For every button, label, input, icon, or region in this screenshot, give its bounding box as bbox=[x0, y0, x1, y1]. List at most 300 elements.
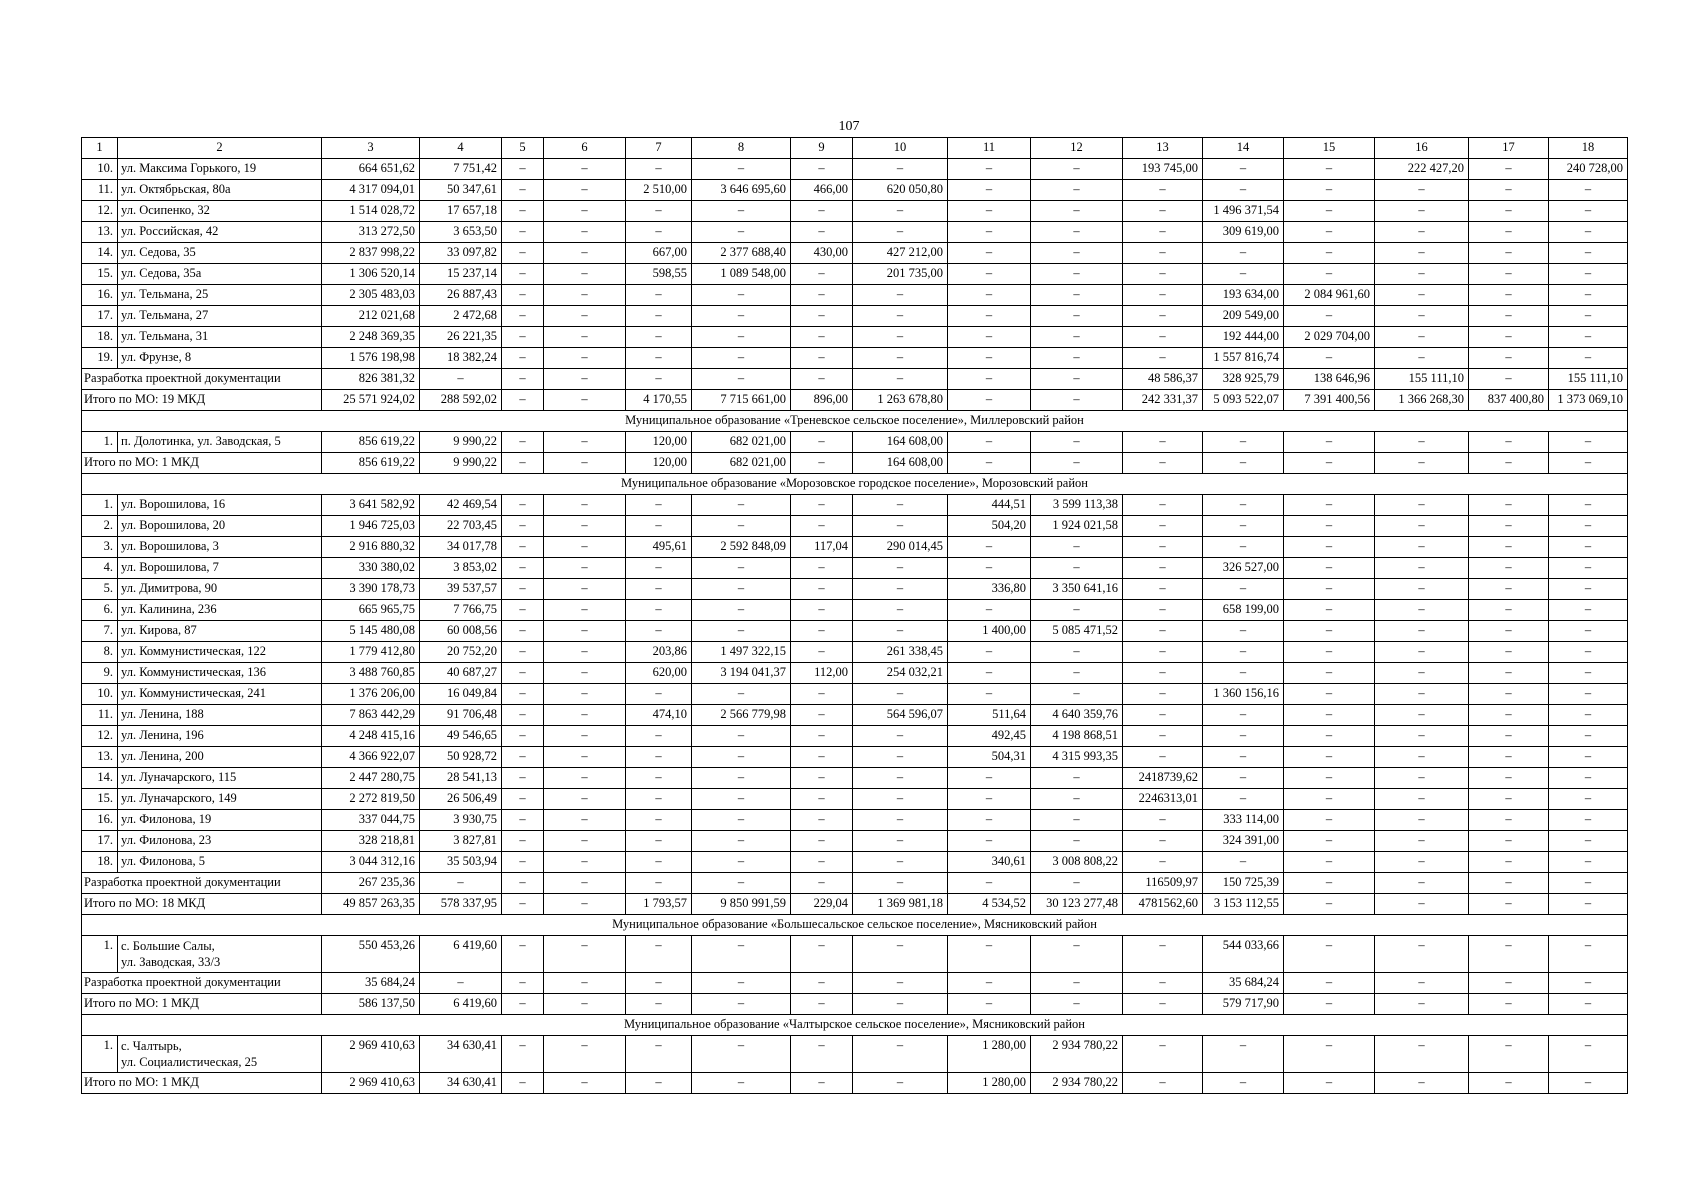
column-number-cell: 17 bbox=[1469, 138, 1549, 159]
value-cell: – bbox=[853, 285, 948, 306]
value-cell: 3 641 582,92 bbox=[322, 495, 420, 516]
value-cell: 495,61 bbox=[626, 537, 692, 558]
value-cell: – bbox=[1375, 994, 1469, 1015]
column-number-cell: 5 bbox=[502, 138, 544, 159]
value-cell: – bbox=[420, 873, 502, 894]
value-cell: – bbox=[692, 369, 791, 390]
value-cell: – bbox=[948, 264, 1031, 285]
value-cell: – bbox=[1123, 705, 1203, 726]
value-cell: 430,00 bbox=[791, 243, 853, 264]
value-cell: – bbox=[1123, 201, 1203, 222]
value-cell: – bbox=[1123, 306, 1203, 327]
value-cell: – bbox=[791, 973, 853, 994]
value-cell: 203,86 bbox=[626, 642, 692, 663]
value-cell: – bbox=[502, 243, 544, 264]
value-cell: 2 029 704,00 bbox=[1284, 327, 1375, 348]
address-cell: с. Чалтырь, ул. Социалистическая, 25 bbox=[118, 1036, 322, 1073]
value-cell: – bbox=[1284, 973, 1375, 994]
table-row bbox=[82, 159, 1628, 180]
value-cell: – bbox=[1203, 789, 1284, 810]
value-cell: – bbox=[791, 873, 853, 894]
value-cell: – bbox=[1469, 495, 1549, 516]
value-cell: – bbox=[1123, 558, 1203, 579]
value-cell: 5 085 471,52 bbox=[1031, 621, 1123, 642]
value-cell: – bbox=[1469, 789, 1549, 810]
value-cell: 1 263 678,80 bbox=[853, 390, 948, 411]
value-cell: – bbox=[502, 894, 544, 915]
value-cell: 26 506,49 bbox=[420, 789, 502, 810]
value-cell: – bbox=[1549, 600, 1628, 621]
value-cell: – bbox=[544, 994, 626, 1015]
value-cell: – bbox=[791, 159, 853, 180]
value-cell: 34 017,78 bbox=[420, 537, 502, 558]
value-cell: – bbox=[544, 789, 626, 810]
value-cell: 50 347,61 bbox=[420, 180, 502, 201]
value-cell: – bbox=[1549, 873, 1628, 894]
value-cell: – bbox=[692, 726, 791, 747]
value-cell: 1 496 371,54 bbox=[1203, 201, 1284, 222]
value-cell: – bbox=[1469, 1036, 1549, 1073]
value-cell: 550 453,26 bbox=[322, 936, 420, 973]
value-cell: – bbox=[1469, 705, 1549, 726]
value-cell: – bbox=[502, 1073, 544, 1094]
value-cell: 333 114,00 bbox=[1203, 810, 1284, 831]
value-cell: – bbox=[853, 810, 948, 831]
value-cell: – bbox=[1031, 159, 1123, 180]
value-cell: – bbox=[948, 369, 1031, 390]
value-cell: – bbox=[1549, 789, 1628, 810]
value-cell: – bbox=[1031, 768, 1123, 789]
value-cell: – bbox=[626, 684, 692, 705]
row-number: 14. bbox=[82, 243, 118, 264]
summary-label: Разработка проектной документации bbox=[82, 973, 322, 994]
value-cell: – bbox=[1375, 894, 1469, 915]
value-cell: – bbox=[1284, 726, 1375, 747]
summary-label: Итого по МО: 1 МКД bbox=[82, 453, 322, 474]
address-cell: ул. Калинина, 236 bbox=[118, 600, 322, 621]
value-cell: – bbox=[1469, 537, 1549, 558]
value-cell: 7 766,75 bbox=[420, 600, 502, 621]
value-cell: 474,10 bbox=[626, 705, 692, 726]
value-cell: – bbox=[1284, 936, 1375, 973]
value-cell: – bbox=[692, 852, 791, 873]
value-cell: – bbox=[1549, 973, 1628, 994]
value-cell: 164 608,00 bbox=[853, 432, 948, 453]
value-cell: – bbox=[1375, 537, 1469, 558]
table-row bbox=[82, 222, 1628, 243]
value-cell: – bbox=[853, 1036, 948, 1073]
value-cell: – bbox=[544, 453, 626, 474]
value-cell: – bbox=[1123, 1073, 1203, 1094]
value-cell: – bbox=[791, 684, 853, 705]
address-cell: ул. Седова, 35 bbox=[118, 243, 322, 264]
value-cell: – bbox=[692, 306, 791, 327]
value-cell: 504,31 bbox=[948, 747, 1031, 768]
value-cell: – bbox=[1469, 642, 1549, 663]
value-cell: – bbox=[544, 495, 626, 516]
row-number: 12. bbox=[82, 201, 118, 222]
value-cell: 2 837 998,22 bbox=[322, 243, 420, 264]
value-cell: – bbox=[1375, 873, 1469, 894]
row-number: 10. bbox=[82, 159, 118, 180]
value-cell: – bbox=[1549, 264, 1628, 285]
value-cell: – bbox=[853, 873, 948, 894]
value-cell: 1 373 069,10 bbox=[1549, 390, 1628, 411]
value-cell: – bbox=[626, 873, 692, 894]
value-cell: – bbox=[791, 516, 853, 537]
table-row bbox=[82, 663, 1628, 684]
column-number-cell: 6 bbox=[544, 138, 626, 159]
row-number: 9. bbox=[82, 663, 118, 684]
section-title: Муниципальное образование «Чалтырское сельское поселение», Мясниковский район bbox=[82, 1015, 1628, 1036]
value-cell: – bbox=[692, 973, 791, 994]
value-cell: – bbox=[1469, 180, 1549, 201]
row-number: 11. bbox=[82, 180, 118, 201]
address-cell: ул. Тельмана, 25 bbox=[118, 285, 322, 306]
value-cell: – bbox=[692, 621, 791, 642]
value-cell: – bbox=[1549, 348, 1628, 369]
value-cell: 1 306 520,14 bbox=[322, 264, 420, 285]
value-cell: 1 366 268,30 bbox=[1375, 390, 1469, 411]
value-cell: – bbox=[502, 768, 544, 789]
value-cell: – bbox=[948, 390, 1031, 411]
value-cell: – bbox=[948, 180, 1031, 201]
value-cell: – bbox=[1375, 495, 1469, 516]
value-cell: – bbox=[502, 495, 544, 516]
value-cell: – bbox=[1123, 621, 1203, 642]
value-cell: – bbox=[791, 495, 853, 516]
value-cell: 201 735,00 bbox=[853, 264, 948, 285]
row-number: 18. bbox=[82, 852, 118, 873]
value-cell: – bbox=[1031, 789, 1123, 810]
value-cell: – bbox=[948, 159, 1031, 180]
value-cell: – bbox=[1123, 600, 1203, 621]
value-cell: – bbox=[1549, 621, 1628, 642]
table-row bbox=[82, 495, 1628, 516]
address-cell: ул. Тельмана, 31 bbox=[118, 327, 322, 348]
value-cell: – bbox=[544, 243, 626, 264]
value-cell: 40 687,27 bbox=[420, 663, 502, 684]
value-cell: 6 419,60 bbox=[420, 994, 502, 1015]
value-cell: – bbox=[626, 1036, 692, 1073]
value-cell: – bbox=[1375, 264, 1469, 285]
value-cell: – bbox=[502, 663, 544, 684]
value-cell: – bbox=[1375, 621, 1469, 642]
value-cell: – bbox=[1203, 579, 1284, 600]
value-cell: – bbox=[853, 831, 948, 852]
value-cell: – bbox=[1375, 789, 1469, 810]
value-cell: – bbox=[791, 994, 853, 1015]
value-cell: – bbox=[1203, 663, 1284, 684]
value-cell: – bbox=[853, 159, 948, 180]
value-cell: 254 032,21 bbox=[853, 663, 948, 684]
value-cell: – bbox=[791, 600, 853, 621]
table-row bbox=[82, 180, 1628, 201]
value-cell: 48 586,37 bbox=[1123, 369, 1203, 390]
value-cell: – bbox=[1469, 894, 1549, 915]
value-cell: – bbox=[502, 873, 544, 894]
value-cell: 222 427,20 bbox=[1375, 159, 1469, 180]
value-cell: – bbox=[626, 789, 692, 810]
address-cell: ул. Коммунистическая, 122 bbox=[118, 642, 322, 663]
value-cell: – bbox=[1031, 684, 1123, 705]
value-cell: – bbox=[544, 831, 626, 852]
value-cell: – bbox=[1031, 285, 1123, 306]
row-number: 15. bbox=[82, 789, 118, 810]
value-cell: 116509,97 bbox=[1123, 873, 1203, 894]
address-cell: п. Долотинка, ул. Заводская, 5 bbox=[118, 432, 322, 453]
value-cell: – bbox=[692, 684, 791, 705]
value-cell: – bbox=[1123, 747, 1203, 768]
value-cell: 826 381,32 bbox=[322, 369, 420, 390]
column-number-cell: 12 bbox=[1031, 138, 1123, 159]
column-number-cell: 9 bbox=[791, 138, 853, 159]
address-cell: ул. Седова, 35а bbox=[118, 264, 322, 285]
value-cell: – bbox=[1375, 1036, 1469, 1073]
value-cell: 7 715 661,00 bbox=[692, 390, 791, 411]
value-cell: 3 853,02 bbox=[420, 558, 502, 579]
value-cell: – bbox=[626, 495, 692, 516]
value-cell: – bbox=[948, 327, 1031, 348]
row-number: 19. bbox=[82, 348, 118, 369]
value-cell: 466,00 bbox=[791, 180, 853, 201]
value-cell: – bbox=[1284, 579, 1375, 600]
value-cell: – bbox=[1031, 663, 1123, 684]
value-cell: – bbox=[544, 390, 626, 411]
value-cell: – bbox=[1284, 852, 1375, 873]
value-cell: 26 221,35 bbox=[420, 327, 502, 348]
value-cell: – bbox=[853, 327, 948, 348]
table-row bbox=[82, 705, 1628, 726]
value-cell: – bbox=[544, 684, 626, 705]
value-cell: – bbox=[1031, 973, 1123, 994]
value-cell: – bbox=[502, 201, 544, 222]
address-cell: ул. Кирова, 87 bbox=[118, 621, 322, 642]
value-cell: – bbox=[1284, 873, 1375, 894]
value-cell: – bbox=[502, 285, 544, 306]
value-cell: – bbox=[1375, 600, 1469, 621]
section-title: Муниципальное образование «Большесальское сельское поселение», Мясниковский район bbox=[82, 915, 1628, 936]
value-cell: – bbox=[1375, 852, 1469, 873]
row-number: 4. bbox=[82, 558, 118, 579]
value-cell: 50 928,72 bbox=[420, 747, 502, 768]
value-cell: 7 751,42 bbox=[420, 159, 502, 180]
value-cell: – bbox=[420, 973, 502, 994]
value-cell: – bbox=[544, 516, 626, 537]
value-cell: – bbox=[692, 495, 791, 516]
summary-label: Итого по МО: 18 МКД bbox=[82, 894, 322, 915]
value-cell: – bbox=[502, 579, 544, 600]
value-cell: 1 360 156,16 bbox=[1203, 684, 1284, 705]
value-cell: – bbox=[1375, 1073, 1469, 1094]
value-cell: – bbox=[1375, 684, 1469, 705]
value-cell: – bbox=[1123, 663, 1203, 684]
column-number-cell: 11 bbox=[948, 138, 1031, 159]
value-cell: – bbox=[544, 1036, 626, 1073]
value-cell: – bbox=[1031, 600, 1123, 621]
value-cell: – bbox=[692, 159, 791, 180]
value-cell: – bbox=[1203, 621, 1284, 642]
value-cell: – bbox=[626, 852, 692, 873]
value-cell: – bbox=[1031, 243, 1123, 264]
row-number: 13. bbox=[82, 222, 118, 243]
value-cell: 26 887,43 bbox=[420, 285, 502, 306]
value-cell: – bbox=[1031, 390, 1123, 411]
address-cell: ул. Луначарского, 149 bbox=[118, 789, 322, 810]
column-number-cell: 4 bbox=[420, 138, 502, 159]
value-cell: 324 391,00 bbox=[1203, 831, 1284, 852]
section-header-row bbox=[82, 474, 1628, 495]
value-cell: – bbox=[544, 726, 626, 747]
value-cell: – bbox=[1031, 994, 1123, 1015]
value-cell: – bbox=[502, 810, 544, 831]
value-cell: – bbox=[544, 579, 626, 600]
value-cell: – bbox=[948, 831, 1031, 852]
row-number: 1. bbox=[82, 936, 118, 973]
value-cell: – bbox=[1123, 243, 1203, 264]
value-cell: – bbox=[1375, 453, 1469, 474]
value-cell: – bbox=[1469, 600, 1549, 621]
value-cell: – bbox=[948, 285, 1031, 306]
section-title: Муниципальное образование «Морозовское городское поселение», Морозовский район bbox=[82, 474, 1628, 495]
value-cell: 39 537,57 bbox=[420, 579, 502, 600]
value-cell: – bbox=[1284, 894, 1375, 915]
value-cell: 120,00 bbox=[626, 453, 692, 474]
value-cell: – bbox=[1549, 894, 1628, 915]
value-cell: – bbox=[1469, 973, 1549, 994]
value-cell: – bbox=[1123, 537, 1203, 558]
value-cell: – bbox=[948, 642, 1031, 663]
value-cell: 138 646,96 bbox=[1284, 369, 1375, 390]
value-cell: – bbox=[791, 726, 853, 747]
value-cell: – bbox=[1469, 285, 1549, 306]
value-cell: 240 728,00 bbox=[1549, 159, 1628, 180]
column-number-row bbox=[82, 138, 1628, 159]
value-cell: 1 514 028,72 bbox=[322, 201, 420, 222]
value-cell: – bbox=[791, 1036, 853, 1073]
value-cell: 91 706,48 bbox=[420, 705, 502, 726]
value-cell: – bbox=[1123, 285, 1203, 306]
value-cell: – bbox=[1375, 285, 1469, 306]
value-cell: 1 280,00 bbox=[948, 1036, 1031, 1073]
value-cell: – bbox=[1375, 810, 1469, 831]
row-number: 16. bbox=[82, 810, 118, 831]
summary-row bbox=[82, 894, 1628, 915]
value-cell: 3 599 113,38 bbox=[1031, 495, 1123, 516]
value-cell: – bbox=[692, 994, 791, 1015]
value-cell: – bbox=[791, 936, 853, 973]
summary-row bbox=[82, 973, 1628, 994]
value-cell: – bbox=[853, 684, 948, 705]
value-cell: 4 534,52 bbox=[948, 894, 1031, 915]
value-cell: – bbox=[853, 348, 948, 369]
value-cell: – bbox=[1469, 369, 1549, 390]
value-cell: – bbox=[502, 684, 544, 705]
value-cell: – bbox=[1203, 747, 1284, 768]
value-cell: – bbox=[791, 1073, 853, 1094]
value-cell: – bbox=[1031, 936, 1123, 973]
value-cell: 2246313,01 bbox=[1123, 789, 1203, 810]
value-cell: – bbox=[948, 537, 1031, 558]
value-cell: – bbox=[948, 789, 1031, 810]
value-cell: 664 651,62 bbox=[322, 159, 420, 180]
value-cell: – bbox=[1549, 747, 1628, 768]
value-cell: 682 021,00 bbox=[692, 432, 791, 453]
row-number: 8. bbox=[82, 642, 118, 663]
value-cell: – bbox=[791, 621, 853, 642]
value-cell: – bbox=[1203, 180, 1284, 201]
value-cell: 193 745,00 bbox=[1123, 159, 1203, 180]
value-cell: – bbox=[1549, 495, 1628, 516]
value-cell: 444,51 bbox=[948, 495, 1031, 516]
value-cell: – bbox=[692, 579, 791, 600]
value-cell: – bbox=[1123, 264, 1203, 285]
table-row bbox=[82, 327, 1628, 348]
value-cell: 5 093 522,07 bbox=[1203, 390, 1284, 411]
address-cell: ул. Ленина, 188 bbox=[118, 705, 322, 726]
column-number-cell: 1 bbox=[82, 138, 118, 159]
value-cell: – bbox=[1469, 852, 1549, 873]
value-cell: – bbox=[692, 1073, 791, 1094]
value-cell: – bbox=[692, 747, 791, 768]
value-cell: – bbox=[791, 432, 853, 453]
value-cell: – bbox=[1469, 201, 1549, 222]
value-cell: – bbox=[1549, 852, 1628, 873]
summary-label: Итого по МО: 1 МКД bbox=[82, 1073, 322, 1094]
value-cell: 192 444,00 bbox=[1203, 327, 1284, 348]
value-cell: 3 646 695,60 bbox=[692, 180, 791, 201]
value-cell: – bbox=[1284, 264, 1375, 285]
value-cell: 42 469,54 bbox=[420, 495, 502, 516]
summary-row bbox=[82, 453, 1628, 474]
value-cell: – bbox=[502, 621, 544, 642]
value-cell: 1 576 198,98 bbox=[322, 348, 420, 369]
value-cell: 504,20 bbox=[948, 516, 1031, 537]
value-cell: 9 990,22 bbox=[420, 453, 502, 474]
value-cell: – bbox=[1469, 348, 1549, 369]
value-cell: 2 447 280,75 bbox=[322, 768, 420, 789]
value-cell: – bbox=[692, 348, 791, 369]
table-row bbox=[82, 852, 1628, 873]
value-cell: 427 212,00 bbox=[853, 243, 948, 264]
value-cell: – bbox=[502, 264, 544, 285]
value-cell: – bbox=[502, 726, 544, 747]
value-cell: – bbox=[544, 159, 626, 180]
address-cell: ул. Филонова, 23 bbox=[118, 831, 322, 852]
value-cell: – bbox=[1123, 222, 1203, 243]
value-cell: – bbox=[1469, 936, 1549, 973]
value-cell: 2 934 780,22 bbox=[1031, 1036, 1123, 1073]
row-number: 5. bbox=[82, 579, 118, 600]
value-cell: 511,64 bbox=[948, 705, 1031, 726]
value-cell: – bbox=[544, 306, 626, 327]
table-row bbox=[82, 516, 1628, 537]
summary-label: Разработка проектной документации bbox=[82, 873, 322, 894]
value-cell: 9 850 991,59 bbox=[692, 894, 791, 915]
row-number: 12. bbox=[82, 726, 118, 747]
value-cell: – bbox=[948, 222, 1031, 243]
value-cell: 3 044 312,16 bbox=[322, 852, 420, 873]
row-number: 16. bbox=[82, 285, 118, 306]
value-cell: 1 924 021,58 bbox=[1031, 516, 1123, 537]
value-cell: – bbox=[626, 369, 692, 390]
value-cell: – bbox=[791, 348, 853, 369]
value-cell: – bbox=[1284, 516, 1375, 537]
column-number-cell: 15 bbox=[1284, 138, 1375, 159]
row-number: 17. bbox=[82, 306, 118, 327]
value-cell: 4 366 922,07 bbox=[322, 747, 420, 768]
value-cell: – bbox=[1123, 516, 1203, 537]
